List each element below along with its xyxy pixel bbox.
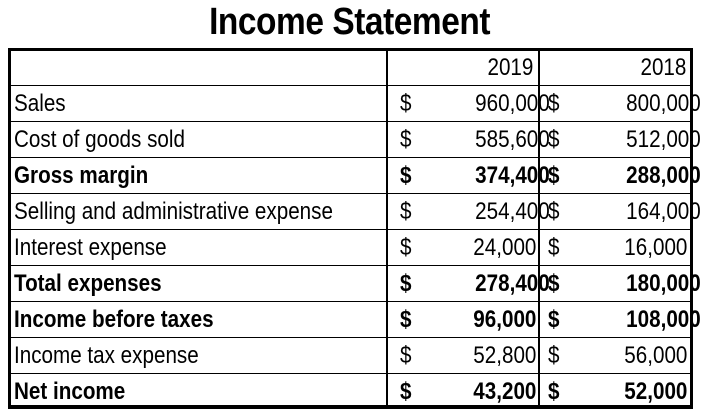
currency-symbol-2019: $: [387, 122, 463, 158]
statement-grid: [11, 51, 701, 409]
currency-symbol-2018: $: [539, 122, 615, 158]
currency-symbol-2019: $: [387, 338, 463, 374]
value-2018: 52,000: [624, 378, 688, 405]
currency-symbol-2018: $: [539, 86, 615, 122]
currency-symbol-2018: $: [539, 266, 615, 302]
currency-symbol-2019: $: [387, 266, 463, 302]
value-2019: 52,800: [463, 338, 539, 374]
value-2018: 800,000: [614, 86, 690, 122]
value-2018: 512,000: [614, 122, 690, 158]
currency-symbol-2019: $: [387, 158, 463, 194]
currency-symbol-2018: $: [539, 230, 615, 266]
row-label: Interest expense: [11, 230, 387, 266]
currency-symbol-2018: $: [539, 338, 615, 374]
row-label: Cost of goods sold: [11, 122, 387, 158]
value-2019: 96,000: [463, 302, 539, 338]
row-label: Gross margin: [11, 158, 387, 194]
row-label: Net income: [11, 374, 387, 410]
page-title: Income Statement: [209, 1, 491, 43]
table-row: [11, 158, 690, 194]
value-2019: 24,000: [463, 230, 539, 266]
table-row: [11, 194, 690, 230]
value-2019: 374,400: [463, 158, 539, 194]
header-row: [11, 51, 690, 86]
year-header-2018: 2018: [539, 51, 691, 86]
value-2018: 288,000: [614, 158, 690, 194]
table-row: [11, 266, 690, 302]
income-statement-table: [8, 48, 701, 409]
currency-symbol-2019: $: [387, 86, 463, 122]
header-label-cell: [11, 51, 387, 86]
row-label: Income tax expense: [11, 338, 387, 374]
currency-symbol-2019: $: [387, 194, 463, 230]
value-2018: 16,000: [614, 230, 690, 266]
currency-symbol-2018: $: [539, 158, 615, 194]
value-2019: 960,000: [463, 86, 539, 122]
currency-symbol-2018: $: [539, 194, 615, 230]
value-2018: 108,000: [614, 302, 690, 338]
currency-symbol-2019: $: [387, 230, 463, 266]
currency-symbol-2018: $: [539, 302, 615, 338]
row-label: Sales: [11, 86, 387, 122]
value-2019: 254,400: [463, 194, 539, 230]
currency-symbol-2019: $: [387, 302, 463, 338]
value-2019: 585,600: [463, 122, 539, 158]
table-row: [11, 374, 690, 410]
row-label: Income before taxes: [11, 302, 387, 338]
value-2018: 164,000: [614, 194, 690, 230]
table-row: [11, 302, 690, 338]
value-2019: 278,400: [463, 266, 539, 302]
value-2019: 43,200: [463, 374, 539, 410]
table-row: [11, 230, 690, 266]
table-row: [11, 338, 690, 374]
row-label: Selling and administrative expense: [11, 194, 387, 230]
value-2018: 56,000: [614, 338, 690, 374]
currency-symbol-2019: $: [400, 378, 412, 405]
currency-symbol-2018: $: [547, 378, 559, 405]
table-row: [11, 86, 690, 122]
row-label: Total expenses: [11, 266, 387, 302]
value-2018: 180,000: [614, 266, 690, 302]
table-row: [11, 122, 690, 158]
year-header-2019: 2019: [387, 51, 539, 86]
